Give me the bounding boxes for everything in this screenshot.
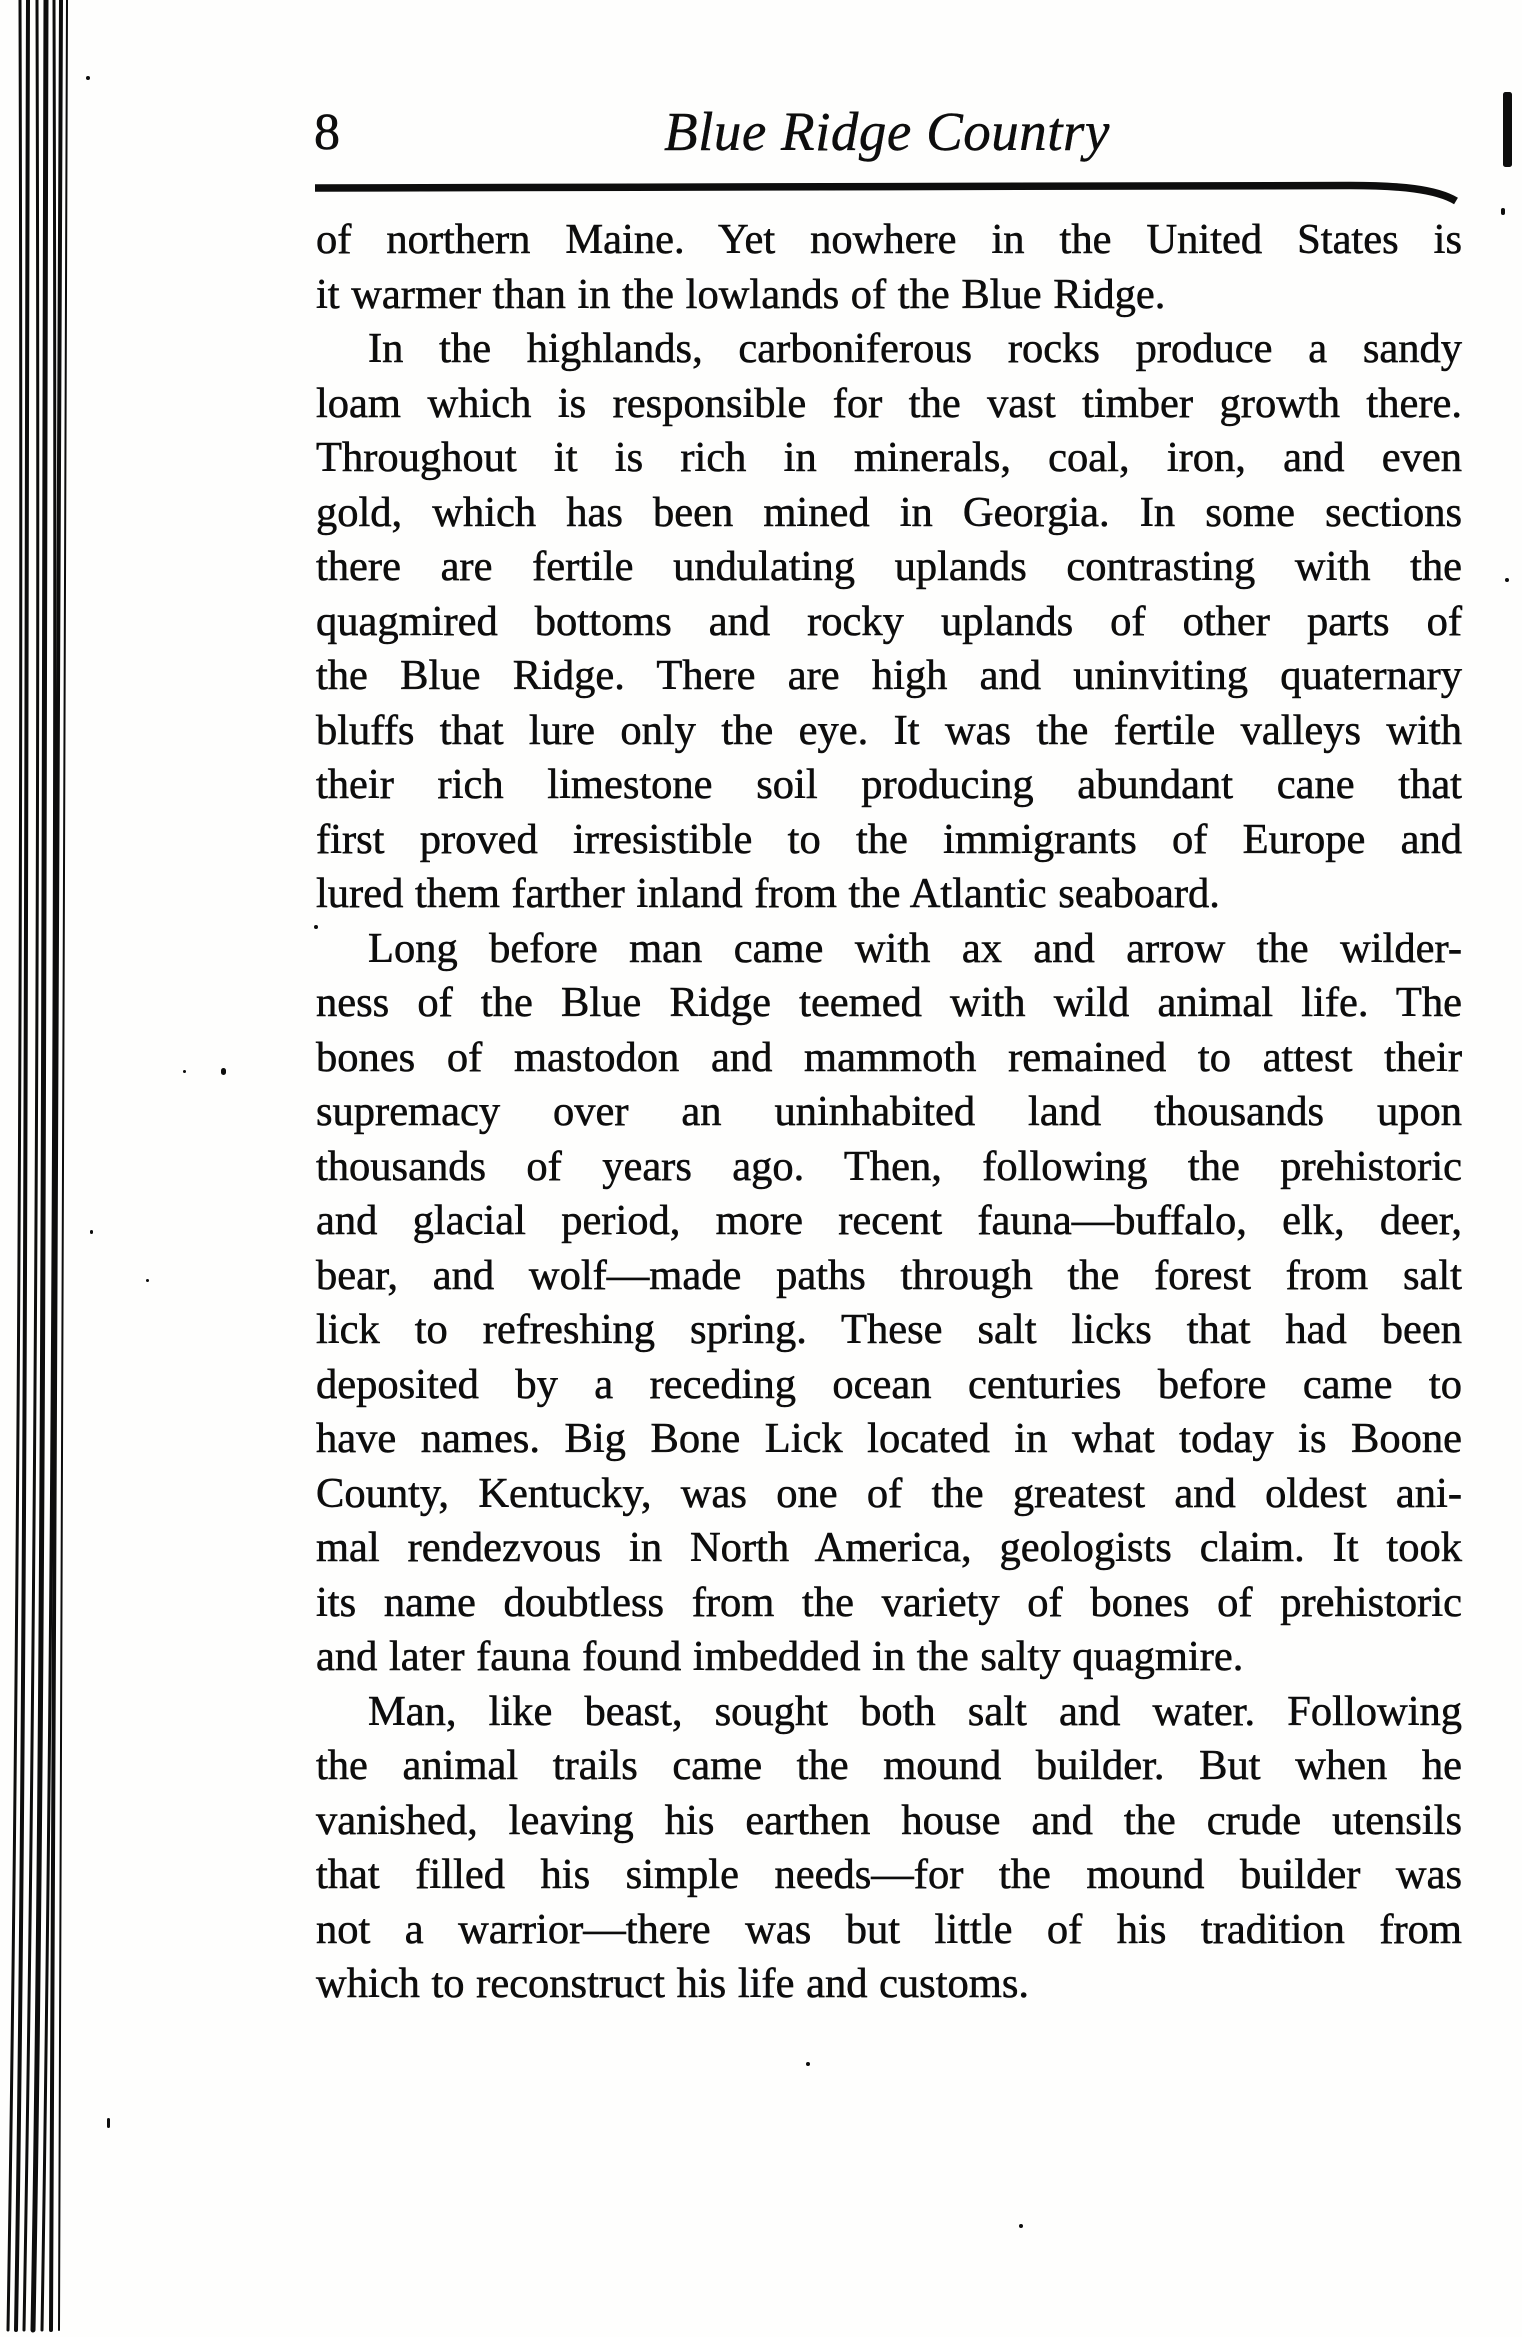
ink-speck — [221, 1068, 226, 1075]
ink-speck — [1501, 208, 1505, 215]
ink-speck — [146, 1279, 149, 1282]
text-line: bluffs that lure only the eye. It was the fertile valleys with — [316, 706, 1462, 754]
text-line: loam which is responsible for the vast timber growth there. — [316, 379, 1462, 427]
text-line: there are fertile undulating uplands contrasting with the — [316, 543, 1462, 590]
ink-speck — [1505, 578, 1509, 582]
text-line: supremacy over an uninhabited land thousands upon — [316, 1088, 1462, 1135]
text-line: and glacial period, more recent fauna—buffalo, elk, deer, — [316, 1197, 1462, 1244]
page-number: 8 — [314, 104, 340, 161]
ink-speck — [183, 1070, 186, 1073]
text-line: and later fauna found imbedded in the salty quagmire. — [316, 1633, 1244, 1680]
text-line: gold, which has been mined in Georgia. In some sections — [316, 488, 1462, 536]
text-line: quagmired bottoms and rocky uplands of other parts of — [316, 597, 1462, 645]
text-line: Long before man came with ax and arrow the wilder- — [368, 924, 1462, 972]
ink-speck — [90, 1230, 93, 1234]
text-line: of northern Maine. Yet nowhere in the United States is — [316, 216, 1462, 263]
text-line: thousands of years ago. Then, following the prehistoric — [316, 1142, 1462, 1190]
text-line: it warmer than in the lowlands of the Blue Ridge. — [316, 270, 1166, 318]
text-line: mal rendezvous in North America, geologists claim. It took — [316, 1524, 1462, 1571]
scan-edge-mark — [1503, 92, 1512, 167]
ink-speck — [107, 2118, 110, 2128]
text-line: bear, and wolf—made paths through the forest from salt — [316, 1251, 1462, 1299]
text-line: vanished, leaving his earthen house and the crude utensils — [316, 1796, 1462, 1844]
text-line: Throughout it is rich in minerals, coal, iron, and even — [316, 434, 1462, 481]
text-line: their rich limestone soil producing abundant cane that — [316, 761, 1462, 808]
text-line: its name doubtless from the variety of bones of prehistoric — [316, 1578, 1462, 1626]
text-line: ness of the Blue Ridge teemed with wild animal life. The — [316, 979, 1462, 1026]
text-line: not a warrior—there was but little of his tradition from — [316, 1905, 1462, 1953]
text-line: first proved irresistible to the immigrants of Europe and — [316, 815, 1462, 863]
ink-speck — [806, 2062, 810, 2066]
text-line: that filled his simple needs—for the mound builder was — [316, 1851, 1462, 1898]
text-line: lured them farther inland from the Atlantic seaboard. — [316, 870, 1220, 917]
text-line: bones of mastodon and mammoth remained to attest their — [316, 1033, 1462, 1081]
running-title: Blue Ridge Country — [664, 101, 1110, 162]
text-line: the Blue Ridge. There are high and uninviting quaternary — [316, 652, 1462, 699]
ink-speck — [1019, 2224, 1023, 2228]
text-line: deposited by a receding ocean centuries before came to — [316, 1360, 1462, 1408]
text-line: lick to refreshing spring. These salt licks that had been — [316, 1306, 1462, 1353]
text-line: the animal trails came the mound builder. But when he — [316, 1742, 1462, 1789]
body-text — [316, 213, 1462, 2012]
ink-speck — [86, 76, 90, 80]
text-line: County, Kentucky, was one of the greatest and oldest ani- — [316, 1469, 1462, 1517]
text-line: have names. Big Bone Lick located in what today is Boone — [316, 1415, 1462, 1462]
text-line: Man, like beast, sought both salt and water. Following — [368, 1687, 1462, 1735]
text-line: which to reconstruct his life and customs. — [316, 1960, 1029, 2007]
header-rule — [315, 186, 1456, 202]
text-line: In the highlands, carboniferous rocks produce a sandy — [368, 325, 1462, 372]
